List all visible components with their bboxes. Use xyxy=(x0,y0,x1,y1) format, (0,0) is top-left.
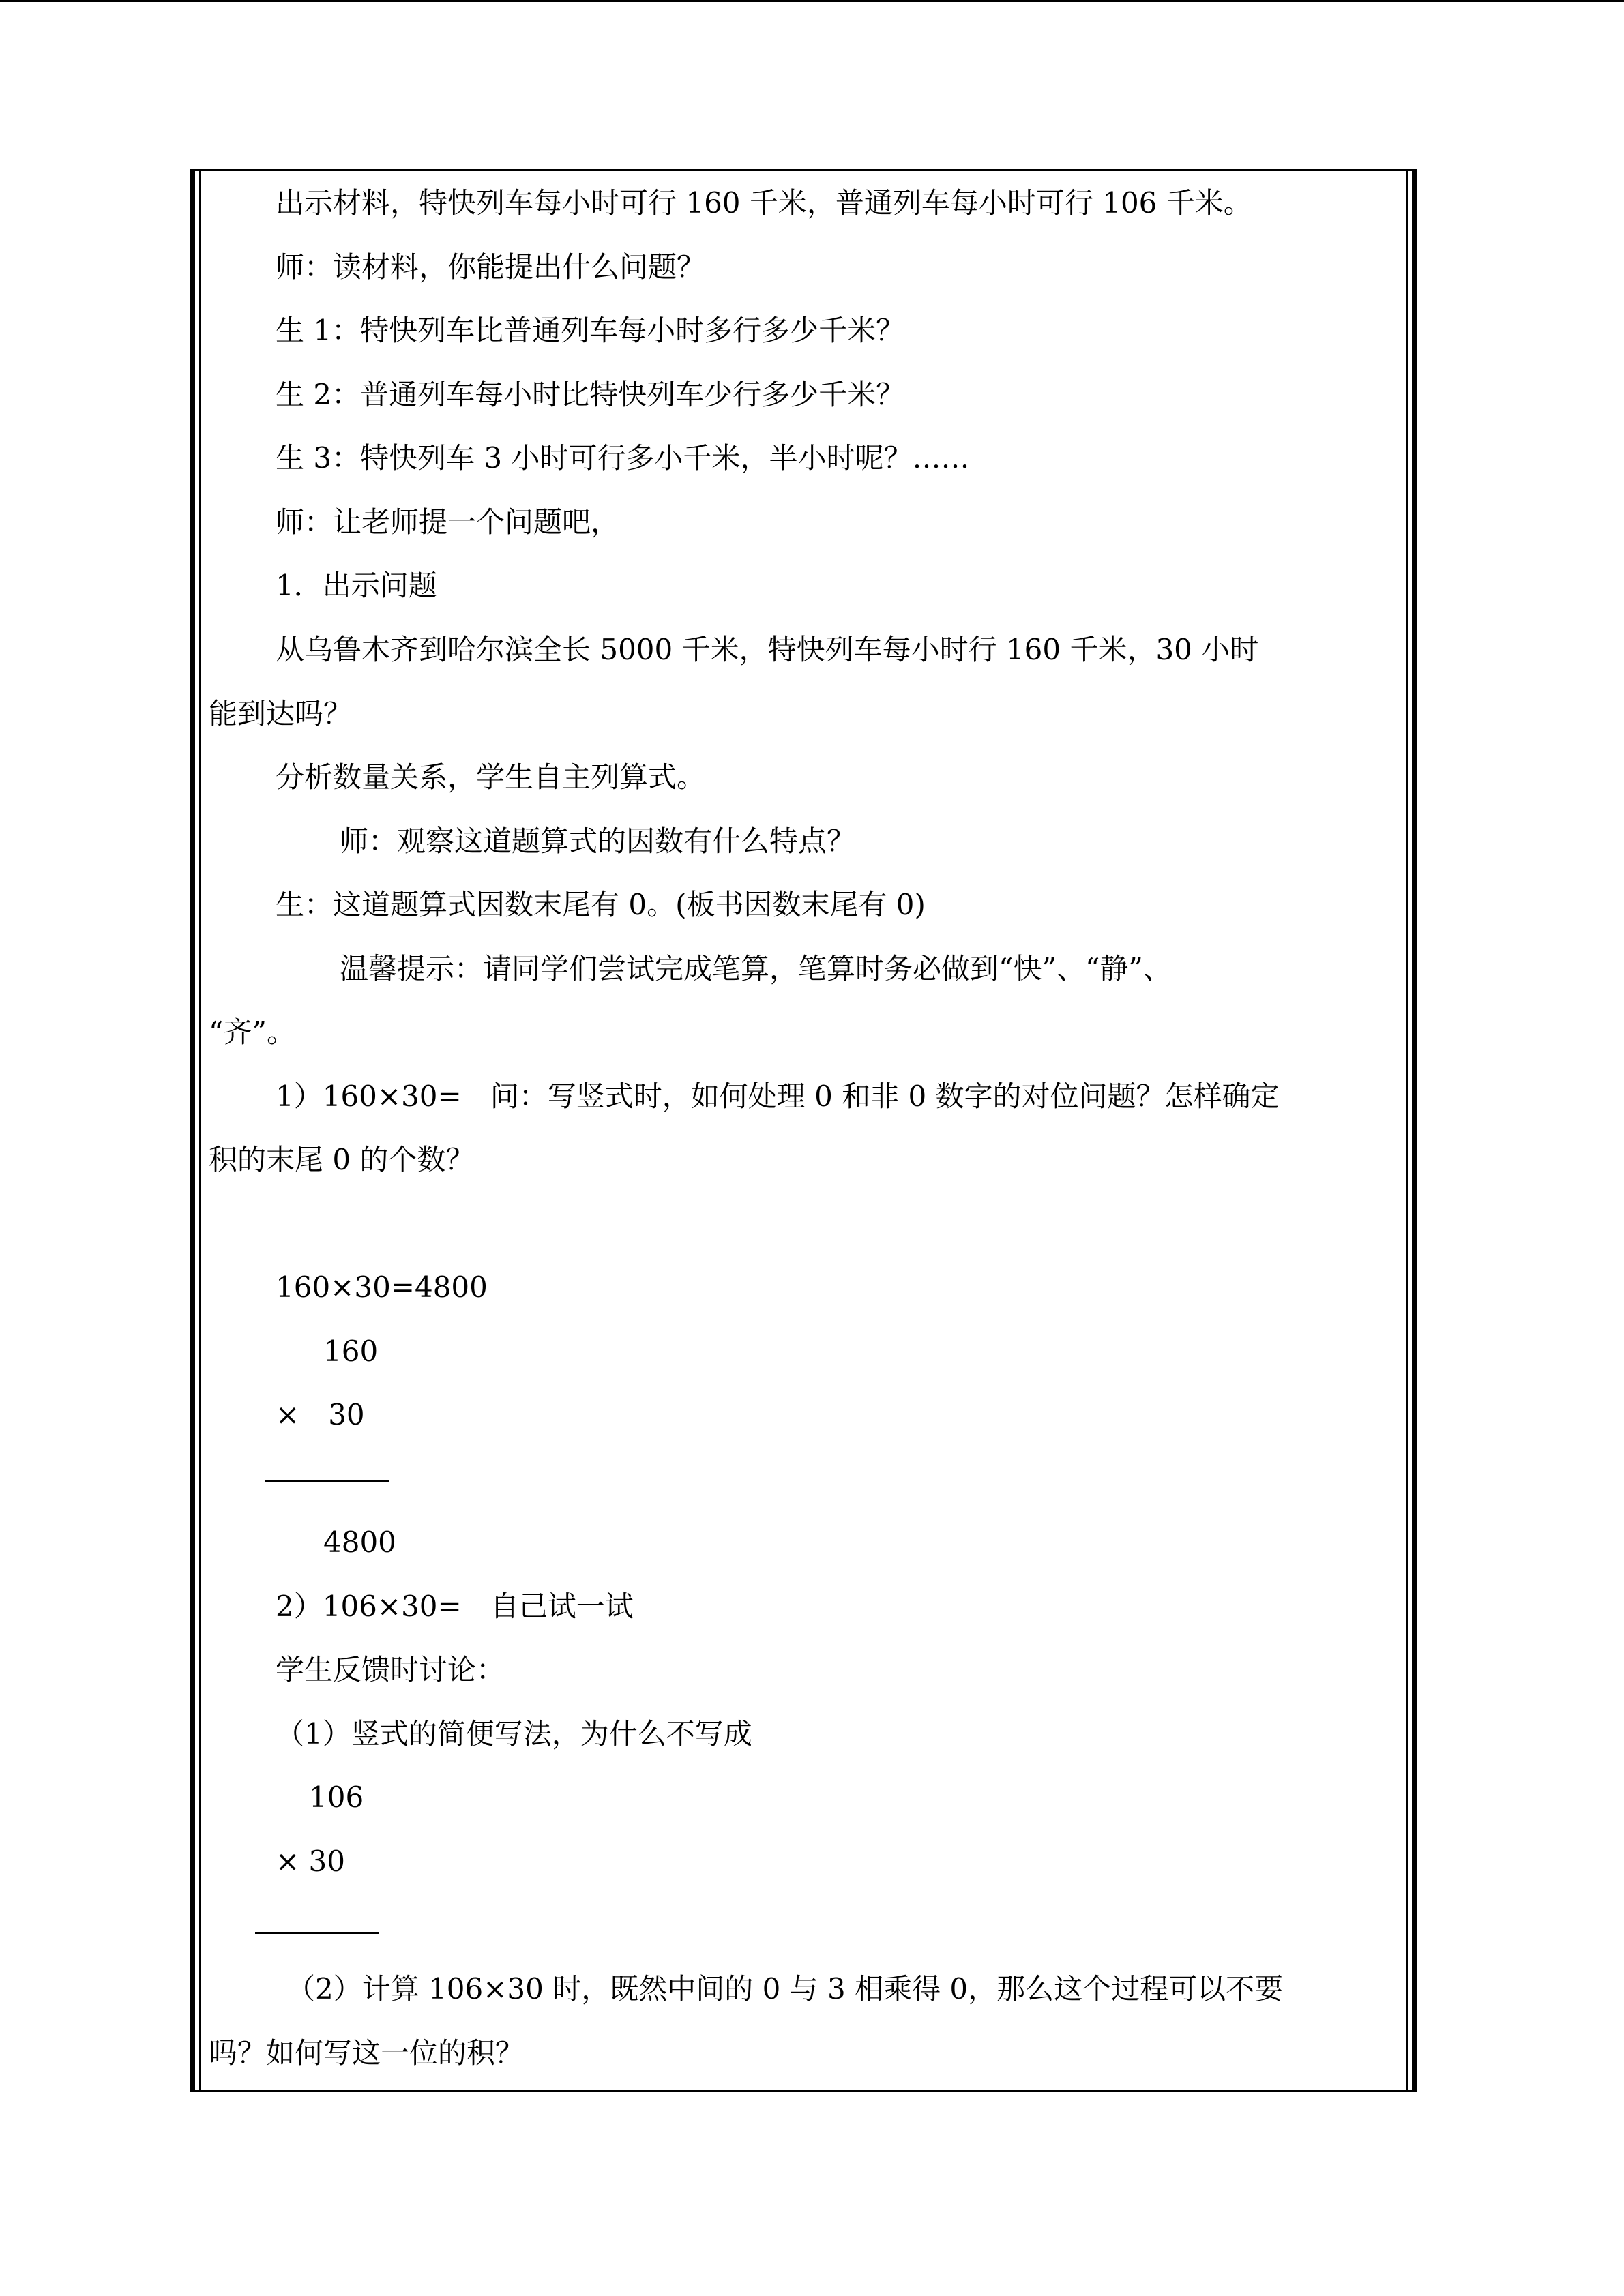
equation-160x30: 160×30=4800 xyxy=(276,1270,488,1304)
text-line-discussion-1: （1）竖式的简便写法，为什么不写成 xyxy=(276,1717,752,1750)
text-line-analysis: 分析数量关系，学生自主列算式。 xyxy=(276,760,706,794)
text-line-question-1-cont: 积的末尾 0 的个数？ xyxy=(209,1143,475,1176)
text-line-question-2: 2）106×30= 自己试一试 xyxy=(276,1590,634,1623)
text-line-teacher-prompt: 师：让老师提一个问题吧， xyxy=(276,505,620,539)
text-line-problem: 从乌鲁木齐到哈尔滨全长 5000 千米，特快列车每小时行 160 千米，30 小时 xyxy=(276,633,1259,666)
text-line-student-1: 生 1：特快列车比普通列车每小时多行多少千米？ xyxy=(276,314,905,347)
vertical-calc-1-multiplicand: 160 xyxy=(323,1335,379,1368)
text-line-teacher-observe: 师：观察这道题算式的因数有什么特点？ xyxy=(340,824,856,858)
text-line-reminder-cont: “齐”。 xyxy=(209,1015,295,1049)
text-line-teacher-question: 师：读材料，你能提出什么问题？ xyxy=(276,250,706,284)
text-line-reminder: 温馨提示：请同学们尝试完成笔算，笔算时务必做到“快”、“静”、 xyxy=(340,952,1172,985)
text-line-question-1: 1）160×30= 问：写竖式时，如何处理 0 和非 0 数字的对位问题？怎样确定 xyxy=(276,1079,1280,1113)
vertical-calc-1-rule xyxy=(265,1480,389,1482)
text-line-student-answer: 生：这道题算式因数末尾有 0。(板书因数末尾有 0) xyxy=(276,888,926,921)
text-line-discussion: 学生反馈时讨论： xyxy=(276,1653,505,1686)
text-line-problem-cont: 能到达吗？ xyxy=(209,697,353,730)
vertical-calc-1-multiplier: × 30 xyxy=(276,1398,365,1431)
text-line-discussion-2-cont: 吗？如何写这一位的积？ xyxy=(209,2036,525,2070)
vertical-calc-1-product: 4800 xyxy=(323,1525,396,1559)
page-top-border xyxy=(0,0,1624,2)
text-line-student-2: 生 2：普通列车每小时比特快列车少行多少千米？ xyxy=(276,378,905,411)
text-line-student-3: 生 3：特快列车 3 小时可行多小千米，半小时呢？…… xyxy=(276,441,970,475)
table-left-border-thin xyxy=(199,169,201,2092)
table-right-border-thick xyxy=(1412,169,1417,2092)
vertical-calc-2-multiplicand: 106 xyxy=(309,1780,364,1814)
vertical-calc-2-multiplier: × 30 xyxy=(276,1845,345,1878)
table-left-border-thick xyxy=(190,169,195,2092)
table-right-border-thin xyxy=(1406,169,1408,2092)
heading-show-problem: 1．出示问题 xyxy=(276,569,437,602)
text-line-materials: 出示材料，特快列车每小时可行 160 千米，普通列车每小时可行 106 千米。 xyxy=(276,186,1252,220)
text-line-discussion-2: （2）计算 106×30 时，既然中间的 0 与 3 相乘得 0，那么这个过程可以不要 xyxy=(286,1972,1284,2006)
vertical-calc-2-rule xyxy=(255,1932,379,1934)
